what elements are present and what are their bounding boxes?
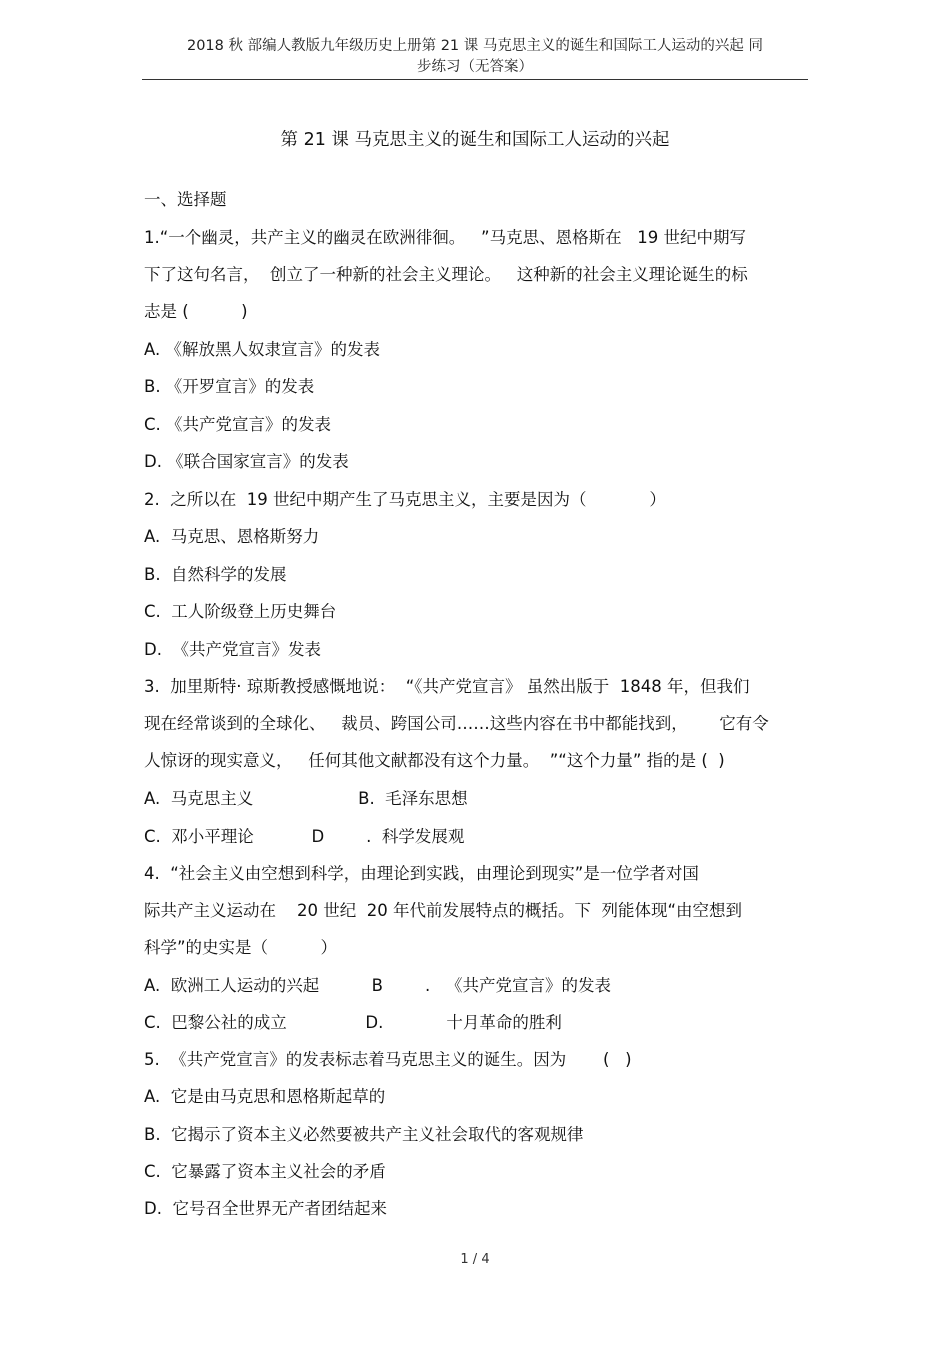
q5-option-d: D. 它号召全世界无产者团结起来 [144,1199,387,1218]
q5-option-c: C. 它暴露了资本主义社会的矛盾 [144,1162,386,1181]
q3-options-cd: C. 邓小平理论 D . 科学发展观 [144,827,465,846]
q4-stem-line-3: 科学”的史实是（ ） [144,938,337,957]
q1-option-a: A. 《解放黑人奴隶宣言》的发表 [144,340,380,359]
header-line-1: 2018 秋 部编人教版九年级历史上册第 21 课 马克思主义的诞生和国际工人运动的兴起 同 [186,38,763,54]
q5-stem: 5. 《共产党宣言》的发表标志着马克思主义的诞生。因为 ( ) [144,1050,632,1069]
q1-stem-line-3: 志是 ( ) [144,302,248,321]
header-divider [142,79,808,80]
header-line-2: 步练习（无答案） [417,59,533,75]
q3-stem-line-1: 3. 加里斯特· 琼斯教授感慨地说： “《共产党宣言》 虽然出版于 1848 年，但我们 [144,677,750,696]
q2-option-d: D. 《共产党宣言》发表 [144,640,321,659]
q3-options-ab: A. 马克思主义 B. 毛泽东思想 [144,789,468,808]
q1-stem-line-1: 1.“一个幽灵，共产主义的幽灵在欧洲徘徊。 ”马克思、恩格斯在 19 世纪中期写 [144,228,747,247]
page-number: 1 / 4 [460,1252,490,1267]
q1-stem-line-2: 下了这句名言， 创立了一种新的社会主义理论。 这种新的社会主义理论诞生的标 [144,265,748,284]
q4-options-ab: A. 欧洲工人运动的兴起 B . 《共产党宣言》的发表 [144,976,611,995]
q4-options-cd: C. 巴黎公社的成立 D. 十月革命的胜利 [144,1013,562,1032]
q1-option-c: C. 《共产党宣言》的发表 [144,415,332,434]
q3-stem-line-3: 人惊讶的现实意义， 任何其他文献都没有这个力量。 ”“这个力量” 指的是 ( ) [144,751,725,770]
q5-option-a: A. 它是由马克思和恩格斯起草的 [144,1087,386,1106]
q2-option-a: A. 马克思、恩格斯努力 [144,527,320,546]
running-header [142,36,808,78]
q2-stem: 2. 之所以在 19 世纪中期产生了马克思主义，主要是因为（ ） [144,490,666,509]
q2-option-b: B. 自然科学的发展 [144,565,287,584]
q1-option-b: B. 《开罗宣言》的发表 [144,377,315,396]
q4-stem-line-1: 4. “社会主义由空想到科学，由理论到实践，由理论到现实”是一位学者对国 [144,864,699,883]
q5-option-b: B. 它揭示了资本主义必然要被共产主义社会取代的客观规律 [144,1125,584,1144]
q2-option-c: C. 工人阶级登上历史舞台 [144,602,337,621]
q1-option-d: D. 《联合国家宣言》的发表 [144,452,349,471]
section-heading: 一、选择题 [144,190,227,209]
q3-stem-line-2: 现在经常谈到的全球化、 裁员、跨国公司……这些内容在书中都能找到， 它有令 [144,714,769,733]
q4-stem-line-2: 际共产主义运动在 20 世纪 20 年代前发展特点的概括。下 列能体现“由空想到 [144,901,742,920]
lesson-title: 第 21 课 马克思主义的诞生和国际工人运动的兴起 [280,130,670,150]
